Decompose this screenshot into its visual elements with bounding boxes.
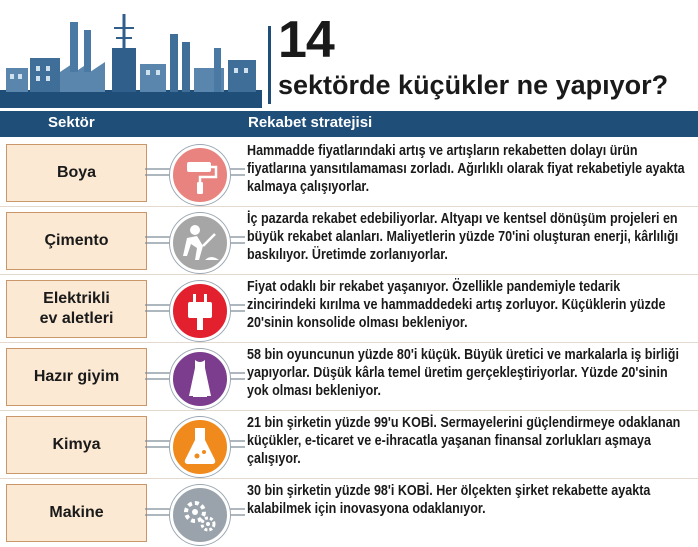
- sector-label: Boya: [56, 164, 97, 181]
- sector-label: Makine: [49, 504, 104, 521]
- strategy-text: 30 bin şirketin yüzde 98'i KOBİ. Her ölçekten şirket rekabette ayakta kalabilmek için inovasyona odaklanıyor.: [247, 483, 651, 517]
- header-divider: [268, 26, 271, 104]
- strategy-text: 58 bin oyuncunun yüzde 80'i küçük. Büyük üretici ve markalarla iş birliği yapıyorlar. Düşük kârla temel üretim gerçekleştiriyorlar. Yüzde 20'sinin yok olması bekleniyor.: [247, 347, 679, 399]
- flask-icon: [170, 417, 230, 477]
- table-row: [0, 478, 698, 546]
- sector-label: Elektrikli ev aletleri: [39, 290, 114, 327]
- table-row: [0, 410, 698, 478]
- sector-label: Hazır giyim: [33, 368, 120, 385]
- sector-cell: [6, 416, 147, 474]
- column-header-strategy: Rekabet stratejisi: [248, 114, 373, 131]
- dress-icon: [170, 349, 230, 409]
- table-row: [0, 138, 698, 206]
- sector-cell: [6, 212, 147, 270]
- strategy-text: 21 bin şirketin yüzde 99'u KOBİ. Sermayelerini güçlendirmeye odaklanan küçükler, e-ticaret ve e-ihracatla yaşanan finansal zorlukları aşmaya çalışıyor.: [247, 415, 681, 467]
- table-row: [0, 206, 698, 274]
- factory-skyline-icon: [0, 8, 262, 108]
- table-header: [0, 111, 698, 137]
- paint-roller-icon: [170, 145, 230, 205]
- column-header-sector: Sektör: [48, 114, 95, 131]
- sector-cell: [6, 484, 147, 542]
- sector-cell: [6, 348, 147, 406]
- plug-icon: [170, 281, 230, 341]
- strategy-text: Fiyat odaklı bir rekabet yaşanıyor. Özellikle pandemiyle tedarik zincirindeki kırılma ve hammaddedeki artış zorluyor. Küçüklerin yüzde 20'sinin konsolide olması bekleniyor.: [247, 279, 666, 331]
- strategy-text: İç pazarda rekabet edebiliyorlar. Altyapı ve kentsel dönüşüm projeleri en büyük rekabet alanları. Maliyetlerin yüzde 70'ini oluşturan enerji, kârlılığı baskılıyor. Üretimde zorlanıyorlar.: [247, 211, 679, 263]
- worker-icon: [170, 213, 230, 273]
- gears-icon: [170, 485, 230, 545]
- sector-label: Kimya: [52, 436, 101, 453]
- sector-label: Çimento: [44, 232, 109, 249]
- sector-count: 14: [278, 11, 334, 69]
- sector-cell: [6, 280, 147, 338]
- table-row: [0, 342, 698, 410]
- header: [0, 0, 698, 108]
- sector-cell: [6, 144, 147, 202]
- table-row: [0, 274, 698, 342]
- page-title: sektörde küçükler ne yapıyor?: [278, 70, 669, 100]
- strategy-text: Hammadde fiyatlarındaki artış ve artışların rekabetten dolayı ürün fiyatlarına yansıtılamaması zorladı. Ağırlıklı olarak fiyat rekabetiyle ayakta kalmaya çalışıyorlar.: [247, 143, 685, 195]
